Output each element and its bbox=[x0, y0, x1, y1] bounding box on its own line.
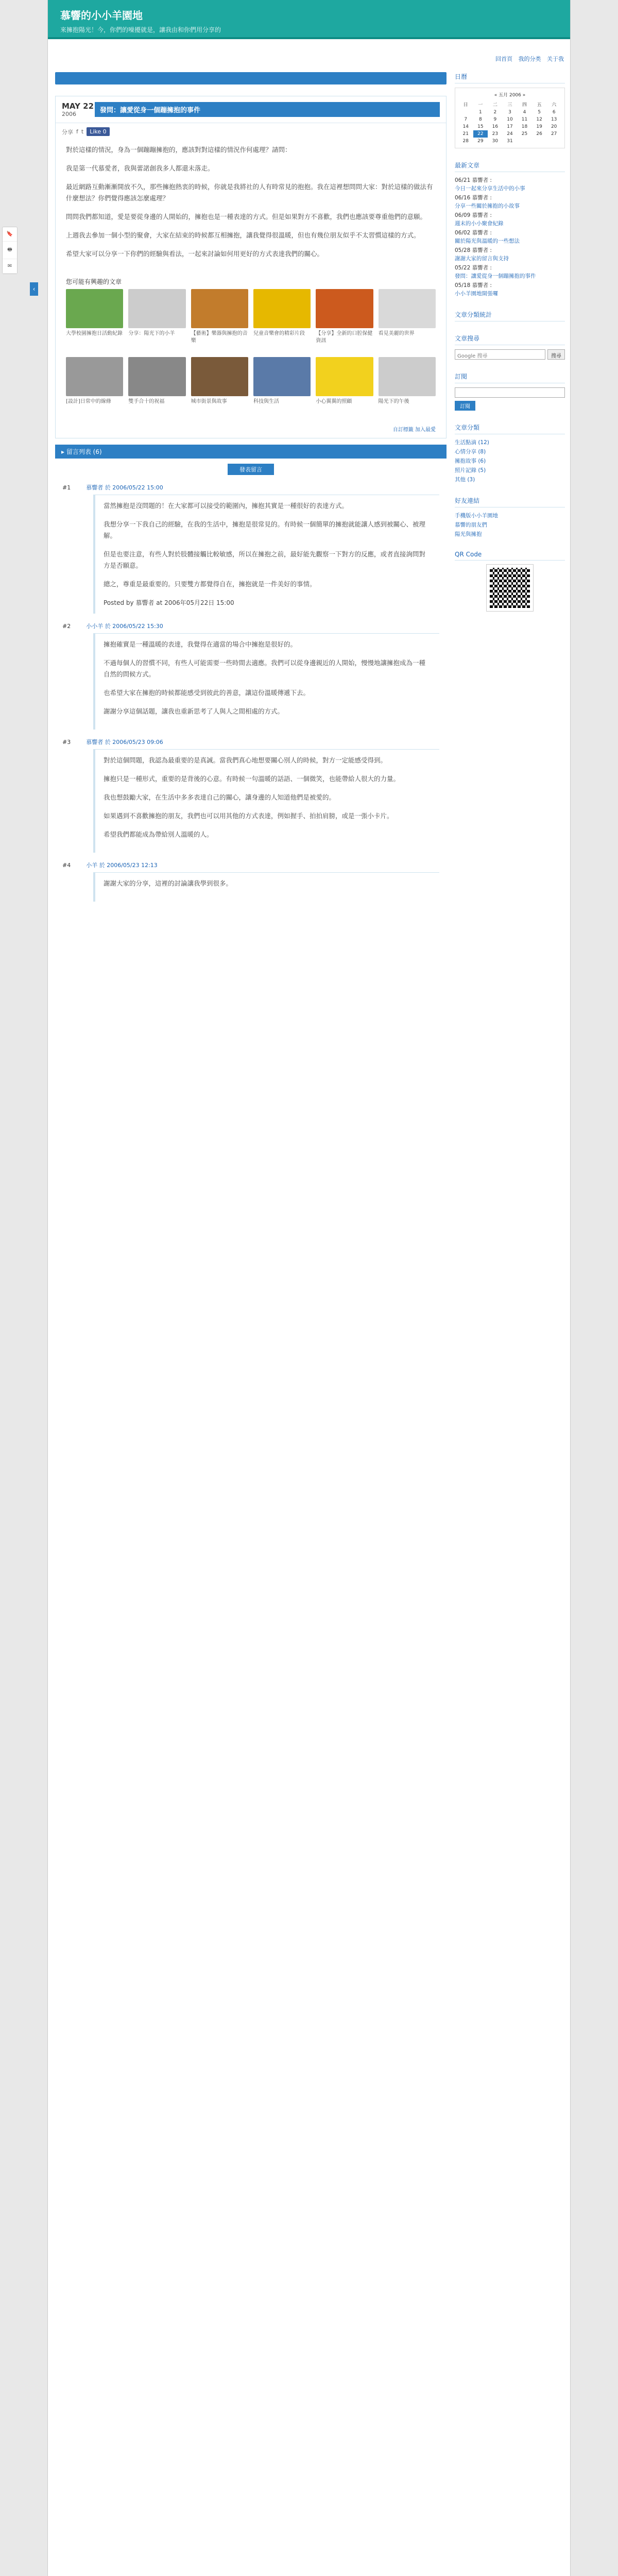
post-paragraph: 上週我去參加一個小型的聚會，大家在結束的時候都互相擁抱，讓我覺得很溫暖，但也有幾位朋友似乎不太習慣這樣的方式。 bbox=[66, 231, 420, 239]
related-item[interactable] bbox=[128, 357, 185, 420]
comment-paragraph: 我想分享一下我自己的經驗，在我的生活中，擁抱是很常見的。有時候一個簡單的擁抱就能讓人感到被關心、被理解。 bbox=[104, 520, 426, 539]
calendar-day[interactable]: 7 bbox=[464, 117, 468, 122]
calendar-day[interactable]: 13 bbox=[551, 117, 557, 122]
calendar-week bbox=[458, 130, 561, 138]
post bbox=[55, 96, 447, 438]
calendar-title: 日曆 bbox=[455, 72, 565, 83]
comment-author[interactable]: 小小羊 於 2006/05/22 15:30 bbox=[86, 623, 163, 630]
calendar-day[interactable]: 17 bbox=[507, 124, 513, 129]
calendar-weekday: 二 bbox=[492, 103, 497, 108]
recent-link[interactable]: 謝謝大家的留言與支持 bbox=[455, 256, 509, 262]
search-button[interactable]: 搜尋 bbox=[547, 349, 565, 360]
comment-text bbox=[93, 495, 439, 614]
calendar-day[interactable]: 5 bbox=[538, 110, 541, 115]
related-thumb[interactable] bbox=[253, 289, 311, 328]
post-date-year: 2006 bbox=[62, 111, 76, 117]
post-paragraph: 最近網路互動漸漸開放不久，那些擁抱熱衷的時候，你就是我將社的人有時常見的抱抱。我在這裡想問問大家：對於這樣的做法有什麼想法？你們覺得應該怎麼處理？ bbox=[66, 183, 433, 202]
search-title: 文章搜尋 bbox=[455, 334, 565, 345]
category-item[interactable]: 生活點滴 (12) bbox=[455, 439, 489, 446]
related-thumb[interactable] bbox=[191, 357, 248, 396]
comment-paragraph: 也希望大家在擁抱的時候都能感受到彼此的善意，讓這份溫暖傳遞下去。 bbox=[104, 689, 310, 697]
comment-paragraph: 如果遇到不喜歡擁抱的朋友，我們也可以用其他的方式表達，例如握手、拍拍肩膀，或是一張小卡片。 bbox=[104, 812, 393, 820]
calendar-day[interactable]: 25 bbox=[521, 131, 528, 137]
recent-link[interactable]: 關於陽光與溫暖的一些想法 bbox=[455, 238, 520, 244]
recent-item[interactable] bbox=[455, 246, 565, 263]
calendar-day[interactable]: 21 bbox=[462, 131, 469, 137]
link-item[interactable]: 手機版小小羊園地 bbox=[455, 513, 498, 519]
comments-bar[interactable]: ▸ 留言列表 (6) bbox=[55, 445, 447, 459]
related-item[interactable] bbox=[66, 289, 123, 352]
mail-icon[interactable]: ✉ bbox=[3, 259, 17, 274]
sidebar bbox=[455, 72, 565, 623]
share-label[interactable]: 分享 bbox=[62, 128, 73, 135]
comment-author[interactable]: 小羊 於 2006/05/23 12:13 bbox=[86, 862, 158, 869]
subscribe-title: 訂閱 bbox=[455, 372, 565, 383]
recent-link[interactable]: 今日一起來分享生活中的小事 bbox=[455, 185, 525, 192]
calendar-day[interactable]: 29 bbox=[477, 139, 484, 144]
comment-paragraph: 總之，尊重是最重要的。只要雙方都覺得自在，擁抱就是一件美好的事情。 bbox=[104, 580, 316, 588]
related-item[interactable] bbox=[316, 357, 373, 420]
calendar-day[interactable]: 30 bbox=[492, 139, 499, 144]
comment-paragraph: 當然擁抱是沒問題的！在大家都可以接受的範圍內，擁抱其實是一種很好的表達方式。 bbox=[104, 502, 349, 510]
recent-item[interactable] bbox=[455, 281, 565, 298]
calendar-week bbox=[458, 138, 561, 145]
nav-categories[interactable]: 我的分类 bbox=[518, 56, 541, 62]
related-item[interactable] bbox=[191, 289, 248, 352]
comment-meta bbox=[62, 619, 439, 633]
link-item[interactable]: 陽光與擁抱 bbox=[455, 531, 482, 537]
print-icon[interactable]: 🖶 bbox=[3, 242, 17, 259]
recent-date: 05/18 慕響者 : bbox=[455, 282, 492, 289]
blog-header bbox=[48, 0, 570, 39]
recent-date: 05/22 慕響者 : bbox=[455, 265, 492, 271]
post-paragraph: 問問我們都知道，愛是要從身邊的人開始的，擁抱也是一種表達的方式。但是如果對方不喜歡，我們也應該要尊重他們的意願。 bbox=[66, 213, 427, 221]
calendar bbox=[455, 88, 565, 148]
qr-code bbox=[487, 565, 533, 611]
recent-item[interactable] bbox=[455, 194, 565, 210]
blog-subtitle: 來擁抱陽光！今，你們的噪擾就是，讓我由和你們用分享的 bbox=[60, 26, 221, 33]
related-caption[interactable]: 城市街景與故事 bbox=[191, 399, 227, 404]
calendar-weekdays bbox=[458, 100, 561, 109]
comment-paragraph: 不過每個人的習慣不同，有些人可能需要一些時間去適應。我們可以從身邊親近的人開始，慢慢地讓擁抱成為一種自然的問候方式。 bbox=[104, 659, 426, 678]
links-widget bbox=[455, 496, 565, 538]
related-thumb[interactable] bbox=[66, 357, 123, 396]
comment-paragraph: 對於這個問題，我認為最重要的是真誠。當我們真心地想要關心別人的時候，對方一定能感受得到。 bbox=[104, 756, 387, 764]
calendar-day bbox=[546, 138, 561, 145]
comment bbox=[62, 480, 439, 614]
qr-title: QR Code bbox=[455, 551, 565, 561]
comments-list bbox=[55, 480, 447, 902]
comment-text bbox=[93, 633, 439, 730]
related-caption[interactable]: 分享：陽光下的小羊 bbox=[128, 331, 175, 336]
subscribe-input[interactable] bbox=[455, 387, 565, 398]
post-date bbox=[62, 101, 95, 117]
related-caption[interactable]: 陽光下的午後 bbox=[378, 399, 409, 404]
related-item[interactable] bbox=[379, 357, 436, 420]
recent-item[interactable] bbox=[455, 229, 565, 245]
comment-paragraph: 擁抱只是一種形式，重要的是背後的心意。有時候一句溫暖的話語、一個微笑，也能帶給人很大的力量。 bbox=[104, 775, 400, 783]
related-caption[interactable]: 兒童音樂會的精彩片段 bbox=[253, 331, 305, 336]
calendar-day[interactable]: 12 bbox=[536, 117, 542, 122]
categories-title: 文章分類 bbox=[455, 423, 565, 434]
related-thumb[interactable] bbox=[316, 357, 373, 396]
comment-meta bbox=[62, 735, 439, 749]
related-footer[interactable]: 自訂標籤 加入最愛 bbox=[392, 427, 436, 433]
calendar-month[interactable]: « 五月 2006 » bbox=[494, 93, 526, 98]
related-thumb[interactable] bbox=[253, 357, 311, 396]
main-column bbox=[55, 72, 447, 907]
comment-number: #4 bbox=[62, 862, 71, 869]
post-title[interactable]: 發問：讓愛從身一個蹦擁抱的事件 bbox=[95, 102, 440, 117]
comment bbox=[62, 858, 439, 902]
like-button[interactable]: Like 0 bbox=[87, 127, 109, 136]
post-header bbox=[56, 96, 446, 123]
related-thumb[interactable] bbox=[66, 289, 123, 328]
search-form bbox=[455, 349, 565, 360]
related-caption[interactable]: 大學校園擁抱日活動紀錄 bbox=[66, 331, 123, 336]
bookmark-icon[interactable]: 🔖 bbox=[3, 227, 17, 242]
search-widget bbox=[455, 334, 565, 360]
related-thumb[interactable] bbox=[379, 289, 436, 328]
cat-stat-widget bbox=[455, 310, 565, 321]
cat-stat-title: 文章分類統計 bbox=[455, 310, 565, 321]
calendar-day[interactable]: 16 bbox=[492, 124, 499, 129]
calendar-day[interactable]: 15 bbox=[477, 124, 484, 129]
related-caption[interactable]: 科技與生活 bbox=[253, 399, 279, 404]
recent-widget bbox=[455, 161, 565, 298]
categories-list bbox=[455, 438, 565, 484]
comment-number: #2 bbox=[62, 623, 71, 630]
add-comment-button[interactable]: 發表留言 bbox=[228, 464, 274, 475]
calendar-day[interactable]: 2 bbox=[493, 110, 497, 115]
post-tools bbox=[56, 123, 446, 140]
calendar-day[interactable]: 9 bbox=[493, 117, 497, 122]
related-caption[interactable]: 【分享】全新的口腔保健資訊 bbox=[316, 331, 373, 344]
comment-author[interactable]: 慕響者 於 2006/05/23 09:06 bbox=[86, 739, 163, 745]
related-thumb[interactable] bbox=[379, 357, 436, 396]
related-caption[interactable]: 看見美麗的世界 bbox=[378, 331, 415, 336]
recent-link[interactable]: 分享一些關於擁抱的小故事 bbox=[455, 203, 520, 209]
calendar-weekday: 六 bbox=[552, 103, 557, 108]
blog-title[interactable]: 慕響的小小羊園地 bbox=[60, 9, 143, 22]
comment-paragraph: 希望我們都能成為帶給別人溫暖的人。 bbox=[104, 831, 213, 838]
nav-home[interactable]: 回首頁 bbox=[495, 56, 512, 62]
comment-meta bbox=[62, 858, 439, 872]
category-item[interactable]: 照片記錄 (5) bbox=[455, 467, 486, 473]
related-grid bbox=[56, 289, 446, 420]
related-item[interactable] bbox=[379, 289, 436, 352]
calendar-day[interactable]: 6 bbox=[552, 110, 556, 115]
calendar-day[interactable]: 4 bbox=[523, 110, 526, 115]
comment-paragraph: 我也想鼓勵大家，在生活中多多表達自己的關心，讓身邊的人知道他們是被愛的。 bbox=[104, 793, 336, 801]
related-caption[interactable]: 【藝術】樂器與擁抱的音樂 bbox=[191, 331, 248, 344]
calendar-day[interactable]: 18 bbox=[521, 124, 528, 129]
related-title: 您可能有興趣的文章 bbox=[66, 278, 122, 285]
links-title: 好友連結 bbox=[455, 496, 565, 507]
calendar-day[interactable]: 11 bbox=[521, 117, 528, 122]
calendar-day[interactable]: 31 bbox=[507, 139, 513, 144]
post-date-month: MAY 22 bbox=[62, 101, 94, 111]
calendar-widget bbox=[455, 72, 565, 148]
calendar-day[interactable]: 8 bbox=[478, 117, 482, 122]
recent-list bbox=[455, 176, 565, 298]
comment-posted: Posted by 慕響者 at 2006年05月22日 15:00 bbox=[104, 599, 234, 606]
related-thumb[interactable] bbox=[191, 289, 248, 328]
nav-about[interactable]: 关于我 bbox=[547, 56, 564, 62]
collapse-tab-icon[interactable]: ‹ bbox=[30, 282, 38, 296]
recent-date: 06/16 慕響者 : bbox=[455, 195, 492, 201]
post-body bbox=[56, 140, 446, 272]
qr-widget bbox=[455, 551, 565, 611]
related-item[interactable] bbox=[253, 289, 311, 352]
calendar-day[interactable]: 20 bbox=[551, 124, 557, 129]
subscribe-widget bbox=[455, 372, 565, 411]
related-caption[interactable]: 雙手合十的祝福 bbox=[128, 399, 165, 404]
comment-paragraph: 但是也要注意，有些人對於肢體接觸比較敏感，所以在擁抱之前，最好能先觀察一下對方的反應，或者直接詢問對方是否願意。 bbox=[104, 550, 426, 569]
related-item[interactable] bbox=[253, 357, 311, 420]
calendar-weekday: 日 bbox=[463, 103, 468, 108]
comment-meta bbox=[62, 480, 439, 495]
calendar-day bbox=[517, 138, 532, 145]
post-paragraph: 希望大家可以分享一下你們的經驗與看法，一起來討論如何用更好的方式表達我們的關心。 bbox=[66, 250, 324, 258]
category-item[interactable]: 心情分享 (8) bbox=[455, 449, 486, 455]
calendar-table bbox=[458, 100, 561, 145]
recent-link[interactable]: 小小羊園地開張囉 bbox=[455, 291, 498, 297]
related-caption[interactable]: [設計]日常中的線條 bbox=[66, 399, 111, 404]
calendar-day bbox=[532, 138, 547, 145]
calendar-day bbox=[458, 109, 473, 116]
calendar-weekday: 五 bbox=[537, 103, 542, 108]
comment-number: #1 bbox=[62, 484, 71, 491]
recent-link[interactable]: 週末的小小聚會紀錄 bbox=[455, 221, 504, 227]
calendar-day[interactable]: 28 bbox=[462, 139, 469, 144]
related-caption[interactable]: 小心翼翼的照顧 bbox=[316, 399, 352, 404]
calendar-weekday: 三 bbox=[507, 103, 512, 108]
recent-title: 最新文章 bbox=[455, 161, 565, 172]
links-list bbox=[455, 512, 565, 538]
comment bbox=[62, 735, 439, 853]
post-paragraph: 我是第一代慕愛者，我與蕾諾創我多人都還未落走。 bbox=[66, 164, 214, 172]
post-paragraph: 對於這樣的情況，身為一個蹦蹦擁抱的，應該對對這樣的情況作何處理？請問： bbox=[66, 146, 291, 154]
recent-date: 06/21 慕響者 : bbox=[455, 177, 492, 183]
comment-paragraph: 謝謝大家的分享，這裡的討論讓我學到很多。 bbox=[104, 879, 233, 887]
calendar-day[interactable]: 24 bbox=[507, 131, 513, 137]
calendar-week bbox=[458, 109, 561, 116]
comment bbox=[62, 619, 439, 730]
category-item[interactable]: 擁抱故事 (6) bbox=[455, 458, 486, 464]
comment-text bbox=[93, 872, 439, 902]
comment-number: #3 bbox=[62, 739, 71, 745]
categories-widget bbox=[455, 423, 565, 484]
recent-link[interactable]: 發問：讓愛從身一個蹦擁抱的事件 bbox=[455, 273, 536, 279]
related-thumb[interactable] bbox=[128, 357, 185, 396]
comment-paragraph: 謝謝分享這個話題，讓我也重新思考了人與人之間相處的方式。 bbox=[104, 707, 284, 715]
subscribe-button[interactable]: 訂閱 bbox=[455, 401, 475, 411]
related-item[interactable] bbox=[128, 289, 185, 352]
top-bar bbox=[55, 72, 447, 84]
related-thumb[interactable] bbox=[316, 289, 373, 328]
related-thumb[interactable] bbox=[128, 289, 185, 328]
calendar-day[interactable]: 10 bbox=[507, 117, 513, 122]
search-input[interactable]: Google 搜尋 bbox=[455, 349, 545, 360]
blog-page bbox=[47, 0, 571, 2576]
calendar-weekday: 一 bbox=[478, 103, 483, 108]
calendar-day[interactable]: 1 bbox=[478, 110, 482, 115]
recent-item[interactable] bbox=[455, 211, 565, 228]
calendar-day[interactable]: 19 bbox=[536, 124, 542, 129]
comment-author[interactable]: 慕響者 於 2006/05/22 15:00 bbox=[86, 484, 163, 491]
calendar-week bbox=[458, 116, 561, 123]
calendar-week bbox=[458, 123, 561, 130]
related-item[interactable] bbox=[66, 357, 123, 420]
related-item[interactable] bbox=[316, 289, 373, 352]
calendar-day[interactable]: 26 bbox=[536, 131, 542, 137]
calendar-day[interactable]: 22 bbox=[473, 130, 488, 138]
comment-paragraph: 擁抱確實是一種溫暖的表達，我覺得在適當的場合中擁抱是很好的。 bbox=[104, 640, 297, 648]
calendar-day[interactable]: 23 bbox=[492, 131, 499, 137]
recent-item[interactable] bbox=[455, 176, 565, 193]
calendar-day[interactable]: 27 bbox=[551, 131, 557, 137]
related-item[interactable] bbox=[191, 357, 248, 420]
calendar-day[interactable]: 14 bbox=[462, 124, 469, 129]
recent-item[interactable] bbox=[455, 264, 565, 280]
recent-date: 06/09 慕響者 : bbox=[455, 212, 492, 218]
link-item[interactable]: 慕響的朋友們 bbox=[455, 522, 487, 528]
recent-date: 05/28 慕響者 : bbox=[455, 247, 492, 253]
recent-date: 06/02 慕響者 : bbox=[455, 230, 492, 236]
twitter-icon[interactable]: t bbox=[81, 128, 84, 135]
facebook-icon[interactable]: f bbox=[76, 128, 78, 135]
top-nav bbox=[491, 55, 564, 63]
comment-text bbox=[93, 749, 439, 853]
calendar-day[interactable]: 3 bbox=[508, 110, 511, 115]
calendar-weekday: 四 bbox=[522, 103, 527, 108]
floating-toolbar bbox=[2, 227, 18, 274]
category-item[interactable]: 其他 (3) bbox=[455, 477, 475, 483]
